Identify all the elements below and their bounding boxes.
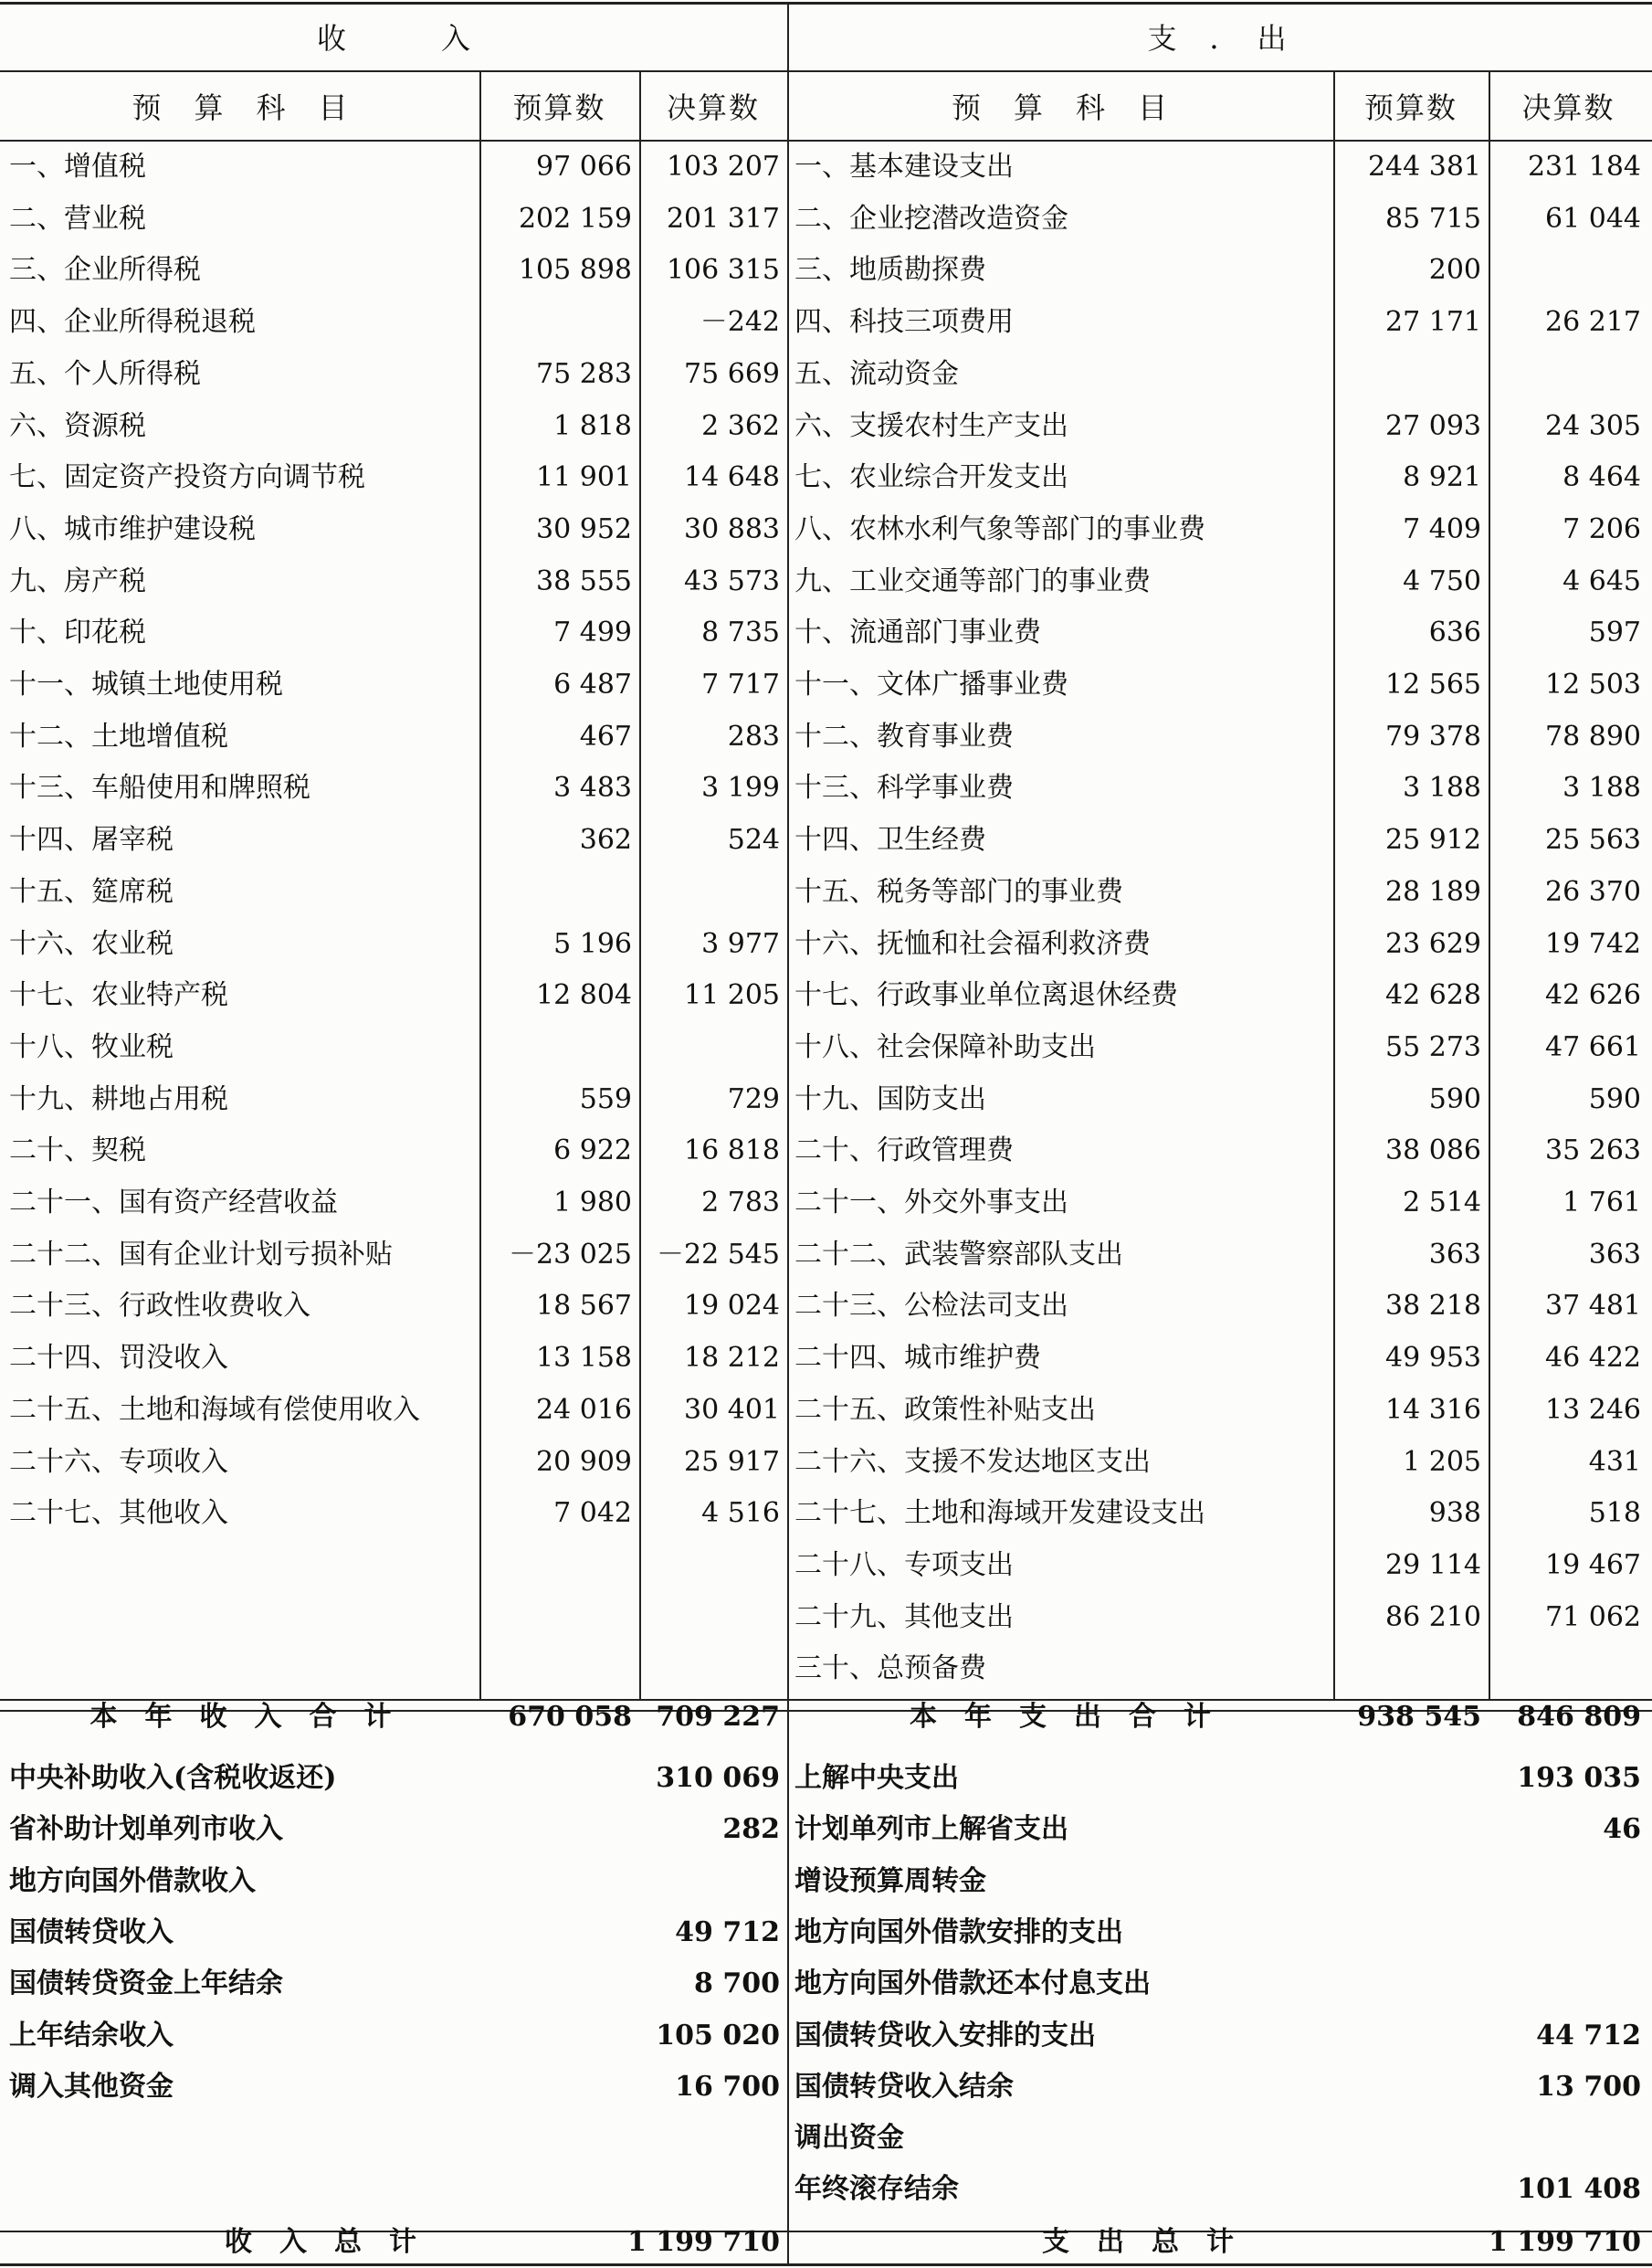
expense-other-label: 年终滚存结余 [794,2173,959,2206]
income-row-final: －242 [700,306,780,339]
income-row-budget: 75 283 [536,357,632,390]
income-row-label: 二十六、专项收入 [9,1445,228,1478]
income-row-budget: 3 483 [553,772,632,805]
expense-row-final: 47 661 [1545,1030,1641,1063]
income-section-title: 收 入 [316,21,472,56]
income-row-budget: 467 [579,720,632,753]
income-row-label: 二十、契税 [9,1134,146,1167]
expense-row-budget: 7 409 [1403,512,1481,545]
income-row-label: 十四、屠宰税 [9,824,174,857]
expense-row-final: 78 890 [1545,720,1641,753]
income-row-final: 14 648 [684,461,780,494]
expense-row-label: 四、科技三项费用 [794,306,1014,339]
expense-row-label: 二十八、专项支出 [794,1548,1014,1581]
expense-other-value: 101 408 [1517,2173,1641,2206]
income-other-value: 282 [722,1813,780,1846]
income-row-final: 2 362 [701,409,780,442]
income-row-budget: 6 922 [553,1134,632,1167]
expense-other-label: 国债转贷收入结余 [794,2070,1014,2103]
expense-row-label: 八、农林水利气象等部门的事业费 [794,512,1205,545]
expense-row-final: 25 563 [1545,824,1641,857]
income-other-value: 16 700 [675,2070,780,2103]
expense-row-label: 十、流通部门事业费 [794,617,1041,649]
income-row-final: 19 024 [684,1290,780,1323]
expense-row-budget: 42 628 [1385,979,1481,1012]
income-row-final: 283 [727,720,780,753]
expense-total-label: 支 出 总 计 [1042,2226,1234,2258]
expense-row-label: 十五、税务等部门的事业费 [794,875,1123,908]
income-row-label: 九、房产税 [9,564,146,597]
expense-row-final: 518 [1588,1497,1641,1530]
income-row-label: 十一、城镇土地使用税 [9,669,283,701]
expense-row-budget: 27 093 [1385,409,1481,442]
expense-row-final: 363 [1588,1238,1641,1271]
expense-row-label: 二十六、支援不发达地区支出 [794,1445,1151,1478]
expense-row-budget: 8 921 [1403,461,1481,494]
income-row-final: 30 401 [684,1393,780,1426]
expense-row-label: 十八、社会保障补助支出 [794,1030,1096,1063]
expense-row-final: 231 184 [1527,151,1641,183]
expense-row-label: 九、工业交通等部门的事业费 [794,564,1151,597]
expense-row-budget: 38 218 [1385,1290,1481,1323]
income-row-budget: 97 066 [536,151,632,183]
expense-row-label: 二十一、外交外事支出 [794,1187,1068,1218]
expense-row-final: 590 [1588,1082,1641,1115]
income-other-value: 310 069 [656,1762,780,1794]
income-row-label: 二十四、罚没收入 [9,1342,228,1375]
expense-row-budget: 3 188 [1403,772,1481,805]
expense-row-budget: 25 912 [1385,824,1481,857]
expense-row-budget: 200 [1428,254,1481,287]
income-row-final: 16 818 [684,1134,780,1167]
expense-row-budget: 590 [1428,1082,1481,1115]
expense-row-budget: 244 381 [1367,151,1481,183]
expense-row-label: 十七、行政事业单位离退休经费 [794,979,1178,1012]
income-row-label: 十五、筵席税 [9,875,174,908]
income-other-value: 8 700 [694,1967,780,2000]
expense-row-budget: 12 565 [1385,669,1481,701]
expense-row-label: 二十七、土地和海域开发建设支出 [794,1497,1205,1530]
income-row-label: 三、企业所得税 [9,254,201,287]
expense-row-label: 二十、行政管理费 [794,1134,1014,1167]
expense-row-budget: 49 953 [1385,1342,1481,1375]
income-row-final: 25 917 [684,1445,780,1478]
expense-other-label: 国债转贷收入安排的支出 [794,2019,1096,2052]
income-row-label: 十三、车船使用和牌照税 [9,772,310,805]
income-row-final: 729 [727,1082,780,1115]
expense-row-label: 十九、国防支出 [794,1082,986,1115]
expense-row-budget: 636 [1428,617,1481,649]
income-row-final: 106 315 [666,254,780,287]
expense-row-final: 71 062 [1545,1600,1641,1633]
expense-row-budget: 938 [1428,1497,1481,1530]
expense-row-budget: 79 378 [1385,720,1481,753]
income-row-budget: 202 159 [518,202,632,235]
income-row-budget: 38 555 [536,564,632,597]
top-rule [0,2,1652,5]
expense-row-label: 十六、抚恤和社会福利救济费 [794,927,1151,960]
column-header-rule [0,140,1652,142]
expense-row-budget: 363 [1428,1238,1481,1271]
expense-row-label: 二十九、其他支出 [794,1600,1014,1633]
expense-row-final: 61 044 [1545,202,1641,235]
expense-row-label: 七、农业综合开发支出 [794,461,1068,494]
income-row-final: 3 977 [701,927,780,960]
expense-total-value: 1 199 710 [1488,2226,1641,2258]
expense-other-label: 增设预算周转金 [794,1864,986,1897]
expense-row-final: 37 481 [1545,1290,1641,1323]
expense-col-item-header: 预 算 科 目 [951,90,1169,125]
income-other-label: 国债转贷收入 [9,1915,174,1948]
expense-row-label: 六、支援农村生产支出 [794,409,1068,442]
income-other-label: 中央补助收入(含税收返还) [9,1762,337,1794]
income-row-final: 8 735 [701,617,780,649]
income-row-final: －22 545 [657,1238,780,1271]
income-row-final: 2 783 [701,1187,780,1218]
income-row-label: 十六、农业税 [9,927,174,960]
income-total-value: 1 199 710 [626,2226,780,2258]
expense-row-budget: 85 715 [1385,202,1481,235]
expense-row-label: 二十五、政策性补贴支出 [794,1393,1096,1426]
expense-subtotal-budget: 938 545 [1357,1701,1481,1733]
center-divider [787,2,789,2265]
expense-row-final: 35 263 [1545,1134,1641,1167]
income-other-label: 上年结余收入 [9,2019,174,2052]
income-subtotal-budget: 670 058 [508,1701,632,1733]
income-row-label: 二十五、土地和海域有偿使用收入 [9,1393,420,1426]
income-subtotal-label: 本 年 收 入 合 计 [89,1701,392,1733]
income-row-budget: 7 499 [553,617,632,649]
income-row-final: 18 212 [684,1342,780,1375]
expense-other-label: 调出资金 [794,2122,904,2155]
income-col-budget-header: 预算数 [512,90,606,125]
income-row-final: 103 207 [666,151,780,183]
income-row-final: 4 516 [701,1497,780,1530]
income-row-budget: 30 952 [536,512,632,545]
income-row-final: 43 573 [684,564,780,597]
expense-row-final: 3 188 [1563,772,1641,805]
expense-row-label: 二、企业挖潜改造资金 [794,202,1068,235]
expense-row-budget: 55 273 [1385,1030,1481,1063]
expense-row-budget: 14 316 [1385,1393,1481,1426]
expense-row-budget: 29 114 [1385,1548,1481,1581]
income-row-final: 7 717 [701,669,780,701]
income-row-budget: 1 980 [553,1187,632,1218]
expense-subtotal-label: 本 年 支 出 合 计 [910,1701,1211,1733]
expense-row-budget: 86 210 [1385,1600,1481,1633]
income-row-final: 201 317 [666,202,780,235]
expense-col-final-header: 决算数 [1521,90,1615,125]
income-col-item-header: 预 算 科 目 [132,90,350,125]
income-row-label: 十九、耕地占用税 [9,1082,228,1115]
income-row-budget: 6 487 [553,669,632,701]
income-row-label: 六、资源税 [9,409,146,442]
income-total-label: 收 入 总 计 [225,2226,416,2258]
expense-row-label: 二十三、公检法司支出 [794,1290,1068,1323]
income-row-budget: 20 909 [536,1445,632,1478]
expense-section-title: 支 ． 出 [1147,21,1289,56]
income-row-budget: 18 567 [536,1290,632,1323]
expense-row-budget: 4 750 [1403,564,1481,597]
expense-row-label: 十三、科学事业费 [794,772,1014,805]
expense-row-budget: 23 629 [1385,927,1481,960]
income-other-value: 49 712 [675,1915,780,1948]
expense-row-final: 19 467 [1545,1548,1641,1581]
income-row-budget: 5 196 [553,927,632,960]
expense-col-budget-header: 预算数 [1363,90,1457,125]
expense-other-value: 44 712 [1536,2019,1641,2052]
expense-other-label: 地方向国外借款安排的支出 [794,1915,1123,1948]
income-row-label: 二、营业税 [9,202,146,235]
income-row-budget: 559 [579,1082,632,1115]
expense-row-final: 13 246 [1545,1393,1641,1426]
income-row-label: 十二、土地增值税 [9,720,228,753]
expense-row-label: 二十四、城市维护费 [794,1342,1041,1375]
expense-row-label: 十四、卫生经费 [794,824,986,857]
expense-row-budget: 38 086 [1385,1134,1481,1167]
income-subtotal-final: 709 227 [656,1701,780,1733]
income-other-label: 调入其他资金 [9,2070,174,2103]
income-row-label: 十七、农业特产税 [9,979,228,1012]
income-row-budget: 12 804 [536,979,632,1012]
expense-row-final: 597 [1588,617,1641,649]
expense-row-label: 五、流动资金 [794,357,959,390]
income-row-final: 30 883 [684,512,780,545]
income-other-label: 地方向国外借款收入 [9,1864,256,1897]
income-row-budget: 11 901 [536,461,632,494]
expense-row-final: 431 [1588,1445,1641,1478]
expense-other-value: 193 035 [1517,1762,1641,1794]
income-row-label: 八、城市维护建设税 [9,512,256,545]
income-col-final-header: 决算数 [666,90,760,125]
income-row-budget: 362 [579,824,632,857]
income-row-budget: －23 025 [509,1238,632,1271]
income-row-final: 524 [727,824,780,857]
expense-other-label: 地方向国外借款还本付息支出 [794,1967,1151,2000]
expense-subtotal-final: 846 809 [1517,1701,1641,1733]
income-row-label: 二十七、其他收入 [9,1497,228,1530]
income-row-label: 五、个人所得税 [9,357,201,390]
income-row-label: 七、固定资产投资方向调节税 [9,461,365,494]
expense-row-final: 46 422 [1545,1342,1641,1375]
income-row-budget: 105 898 [518,254,632,287]
bottom-rule [0,2263,1652,2266]
income-other-label: 国债转贷资金上年结余 [9,1967,283,2000]
expense-other-label: 计划单列市上解省支出 [794,1813,1068,1846]
income-other-label: 省补助计划单列市收入 [9,1813,283,1846]
expense-row-label: 三、地质勘探费 [794,254,986,287]
income-row-label: 一、增值税 [9,151,146,183]
income-row-budget: 7 042 [553,1497,632,1530]
expense-row-final: 7 206 [1563,512,1641,545]
expense-row-label: 二十二、武装警察部队支出 [794,1238,1123,1271]
income-row-label: 四、企业所得税退税 [9,306,256,339]
expense-row-final: 42 626 [1545,979,1641,1012]
expense-row-budget: 1 205 [1403,1445,1481,1478]
income-row-budget: 24 016 [536,1393,632,1426]
income-row-final: 75 669 [684,357,780,390]
expense-other-value: 46 [1603,1813,1641,1846]
expense-row-final: 12 503 [1545,669,1641,701]
income-other-value: 105 020 [656,2019,780,2052]
expense-row-final: 26 370 [1545,875,1641,908]
expense-row-label: 十一、文体广播事业费 [794,669,1068,701]
income-row-label: 十八、牧业税 [9,1030,174,1063]
expense-row-budget: 27 171 [1385,306,1481,339]
expense-row-budget: 28 189 [1385,875,1481,908]
expense-row-final: 4 645 [1563,564,1641,597]
expense-row-final: 24 305 [1545,409,1641,442]
expense-row-budget: 2 514 [1403,1187,1481,1218]
income-row-label: 二十三、行政性收费收入 [9,1290,310,1323]
expense-row-label: 一、基本建设支出 [794,151,1014,183]
expense-row-label: 十二、教育事业费 [794,720,1014,753]
expense-other-label: 上解中央支出 [794,1762,959,1794]
expense-row-final: 8 464 [1563,461,1641,494]
income-row-label: 二十一、国有资产经营收益 [9,1187,338,1218]
header-rule [0,70,1652,72]
expense-other-value: 13 700 [1536,2070,1641,2103]
expense-row-final: 1 761 [1563,1187,1641,1218]
income-row-label: 十、印花税 [9,617,146,649]
expense-row-final: 19 742 [1545,927,1641,960]
expense-row-label: 三十、总预备费 [794,1652,986,1685]
income-row-budget: 13 158 [536,1342,632,1375]
income-row-final: 11 205 [684,979,780,1012]
income-row-budget: 1 818 [553,409,632,442]
income-row-label: 二十二、国有企业计划亏损补贴 [9,1238,393,1271]
income-row-final: 3 199 [701,772,780,805]
expense-row-final: 26 217 [1545,306,1641,339]
